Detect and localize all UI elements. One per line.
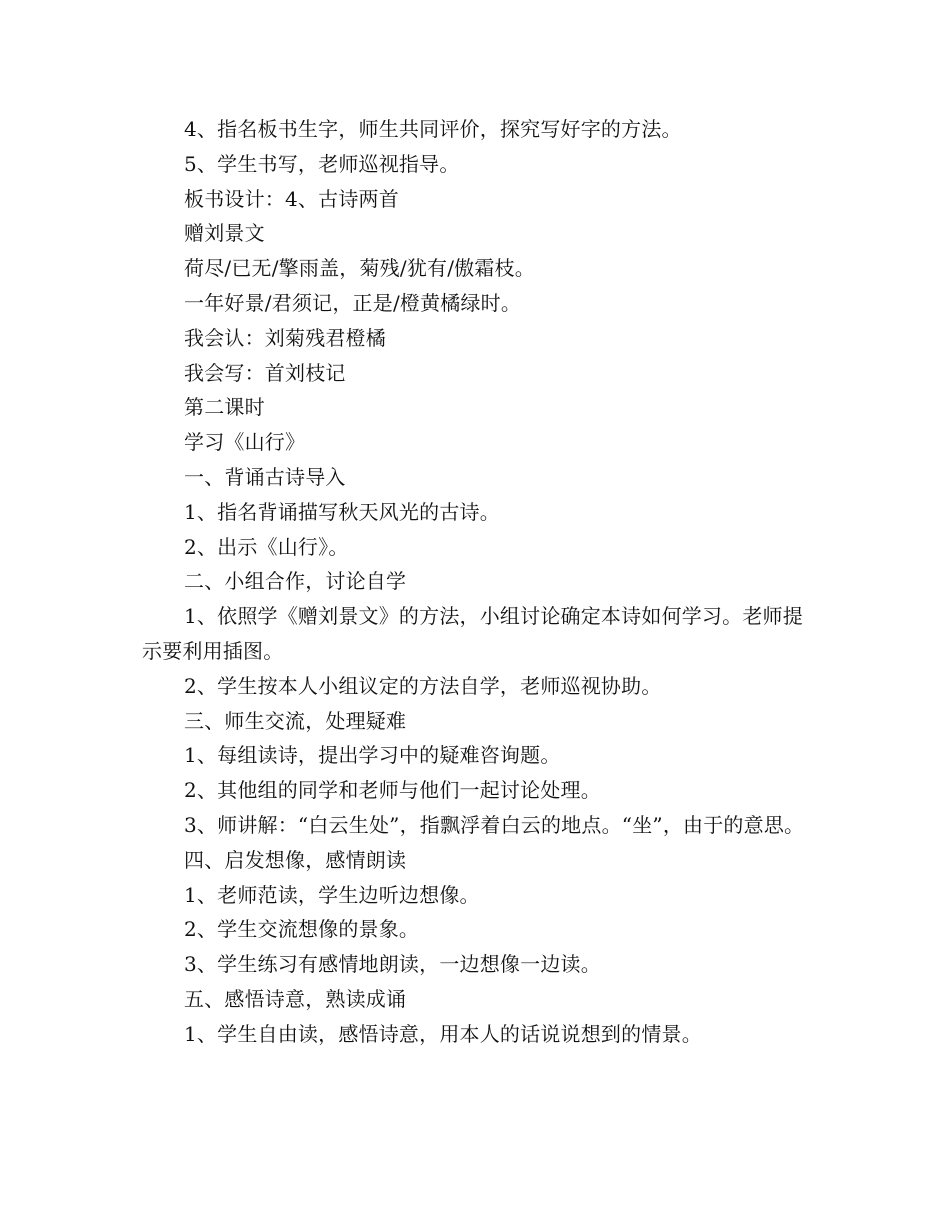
text-line-26: 1、学生自由读，感悟诗意，用本人的话说说想到的情景。 bbox=[184, 1021, 702, 1046]
text-line-8: 我会写：首刘枝记 bbox=[184, 360, 346, 385]
text-line-1: 4、指名板书生字，师生共同评价，探究写好字的方法。 bbox=[184, 117, 682, 141]
text-line-12: 1、指名背诵描写秋天风光的古诗。 bbox=[184, 499, 500, 524]
text-line-13: 2、出示《山行》。 bbox=[184, 534, 349, 559]
text-line-19: 2、其他组的同学和老师与他们一起讨论处理。 bbox=[184, 778, 601, 803]
text-line-4: 赠刘景文 bbox=[184, 221, 265, 246]
text-line-6: 一年好景/君须记，正是/橙黄橘绿时。 bbox=[184, 290, 522, 315]
text-paragraph-15: 1、依照学《赠刘景文》的方法，小组讨论确定本诗如何学习。老师提示要利用插图。 bbox=[142, 604, 803, 663]
text-line-2: 5、学生书写，老师巡视指导。 bbox=[184, 151, 460, 176]
text-line-21: 四、启发想像，感情朗读 bbox=[184, 847, 407, 872]
text-line-18: 1、每组读诗，提出学习中的疑难咨询题。 bbox=[184, 743, 561, 768]
text-line-17: 三、师生交流，处理疑难 bbox=[184, 708, 407, 733]
text-line-7: 我会认：刘菊残君橙橘 bbox=[184, 325, 386, 350]
text-paragraph-20: 3、师讲解：“白云生处”，指飘浮着白云的地点。“坐”，由于的意思。 bbox=[184, 812, 805, 837]
text-line-10: 学习《山行》 bbox=[184, 430, 306, 455]
text-line-5: 荷尽/已无/擎雨盖，菊残/犹有/傲霜枝。 bbox=[184, 256, 535, 281]
text-line-11: 一、背诵古诗导入 bbox=[184, 464, 346, 489]
text-line-3: 板书设计：4、古诗两首 bbox=[184, 186, 399, 211]
text-line-9: 第二课时 bbox=[184, 395, 265, 420]
text-line-22: 1、老师范读，学生边听边想像。 bbox=[184, 882, 480, 907]
text-line-14: 二、小组合作，讨论自学 bbox=[184, 569, 407, 594]
text-line-16: 2、学生按本人小组议定的方法自学，老师巡视协助。 bbox=[184, 673, 662, 698]
document-body bbox=[142, 112, 822, 1052]
text-line-24: 3、学生练习有感情地朗读，一边想像一边读。 bbox=[184, 952, 601, 977]
text-line-25: 五、感悟诗意，熟读成诵 bbox=[184, 986, 407, 1011]
text-line-23: 2、学生交流想像的景象。 bbox=[184, 917, 420, 942]
